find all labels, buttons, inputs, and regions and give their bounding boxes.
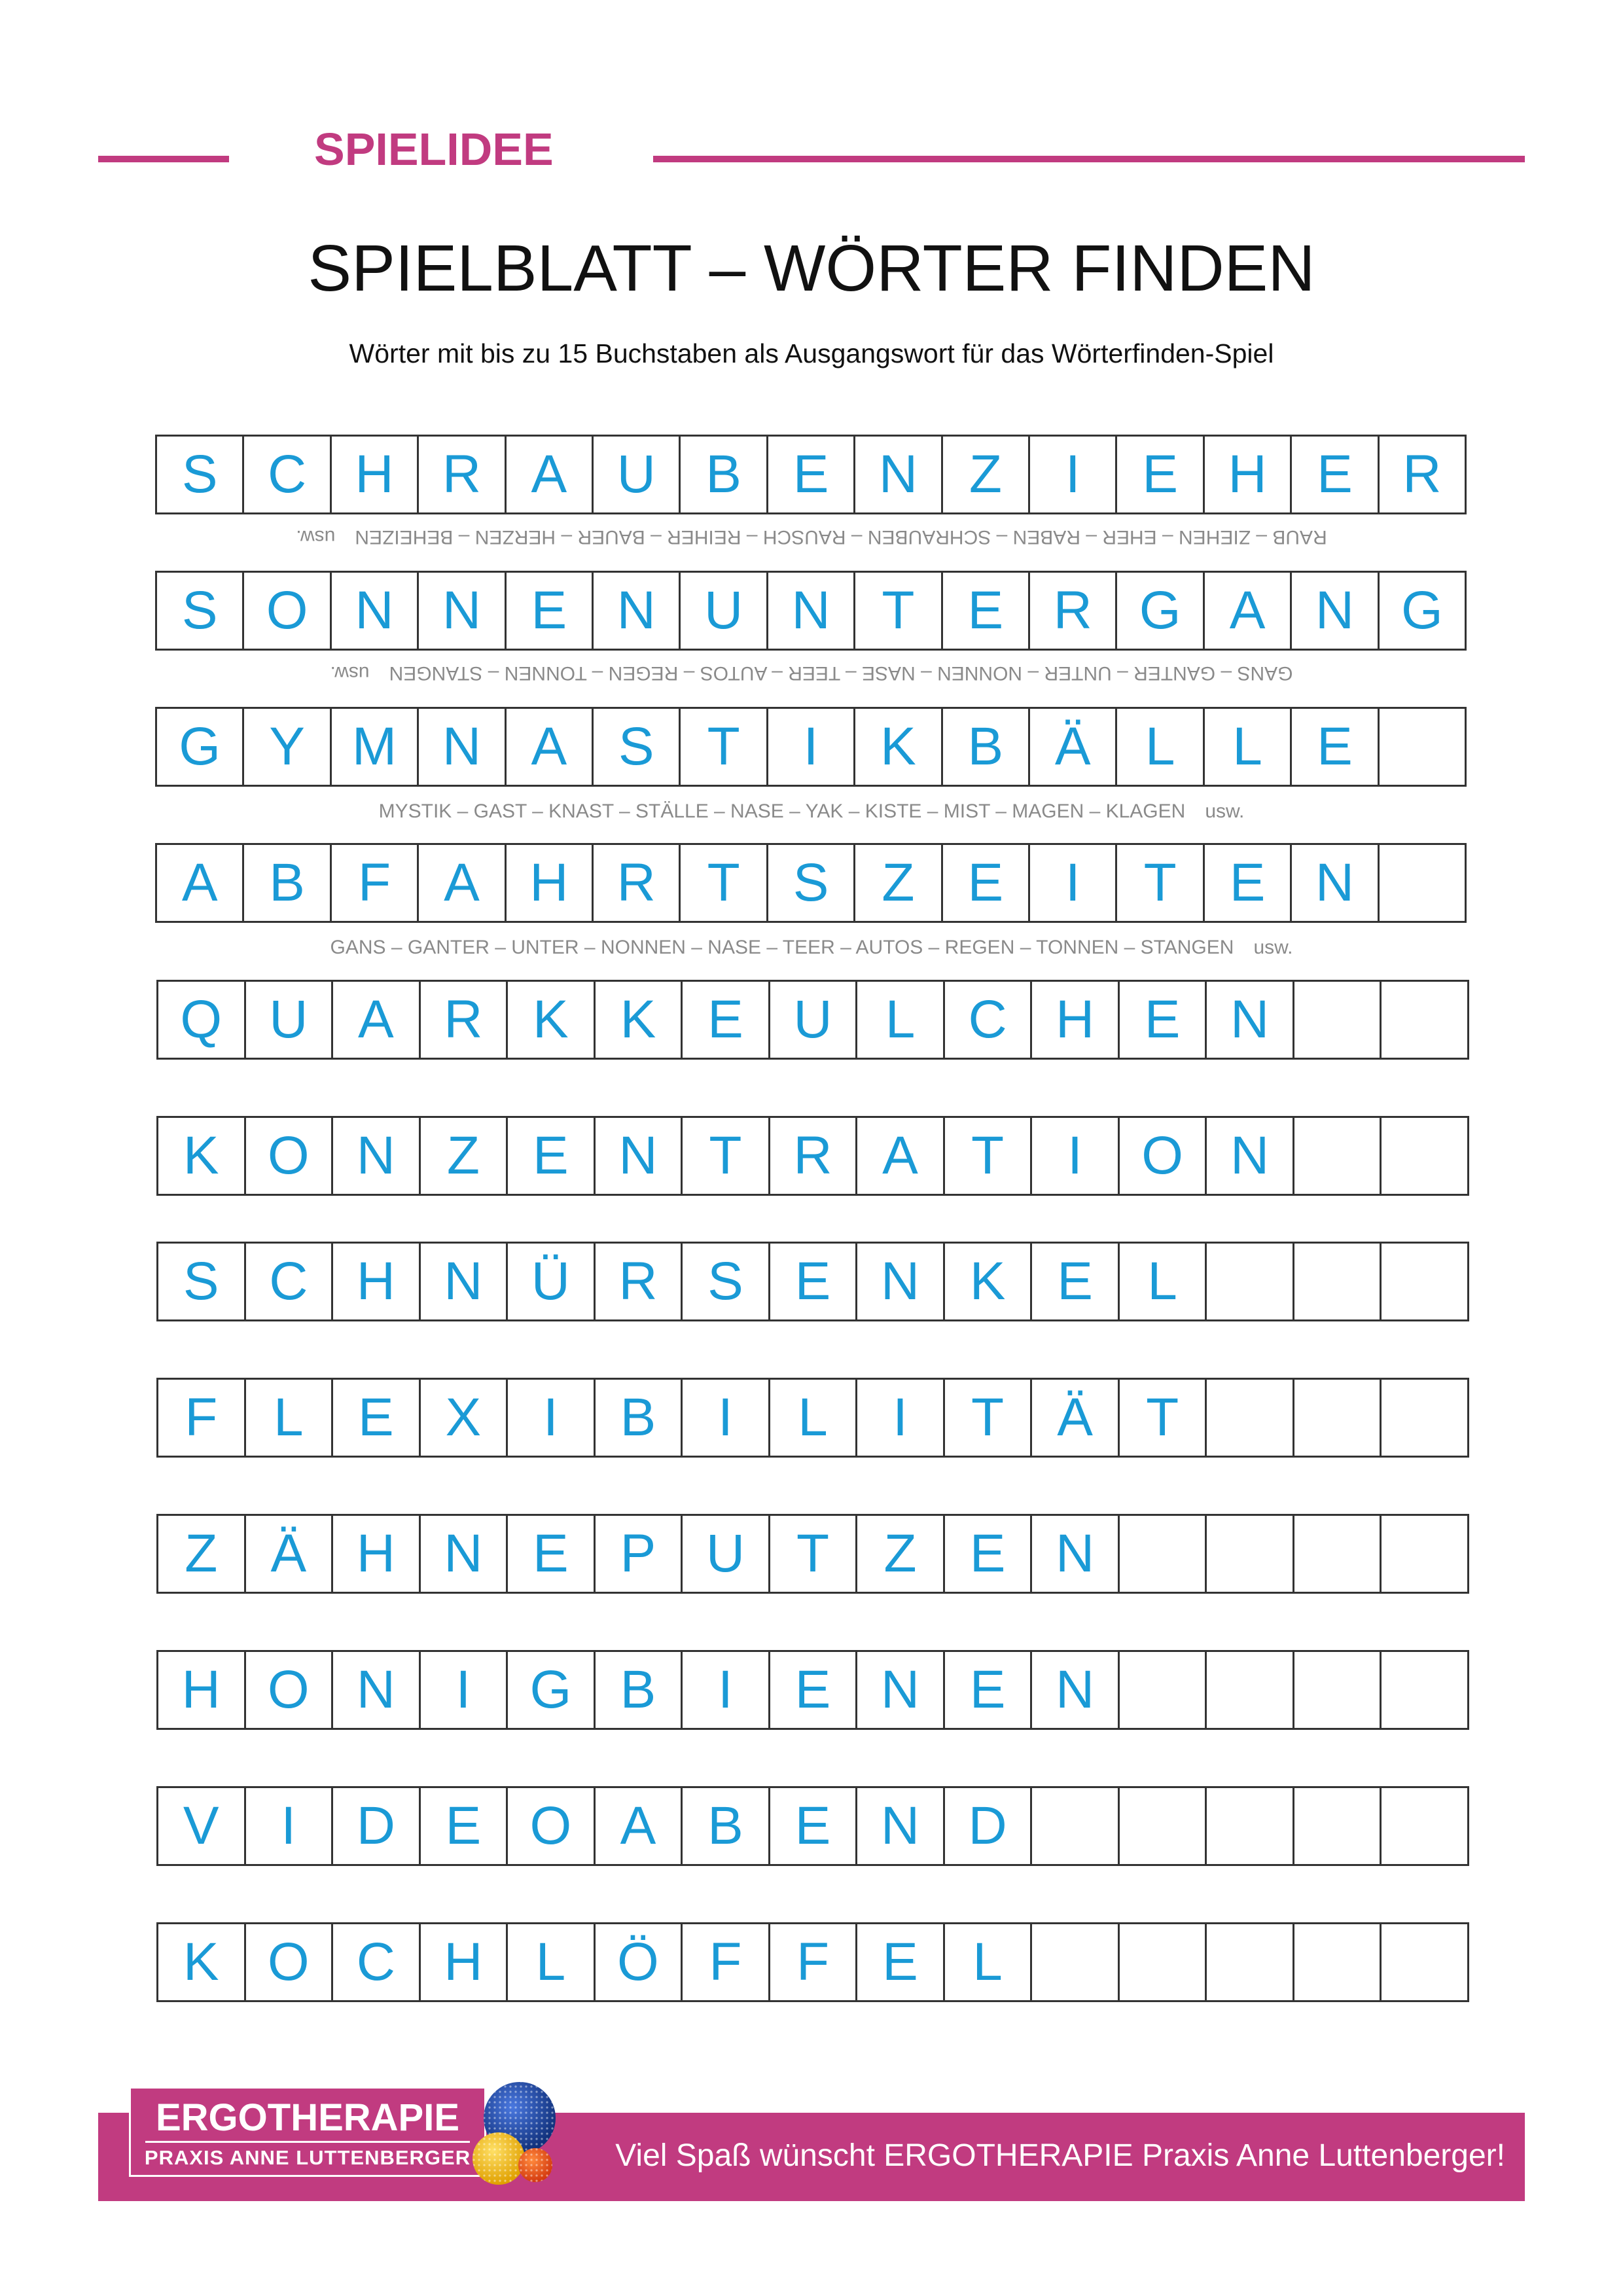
page-title: SPIELBLATT – WÖRTER FINDEN [308,232,1315,305]
letter-cell: T [681,845,768,921]
letter-cell: E [945,1516,1033,1592]
letter-cell: U [246,982,334,1058]
letter-cell [1382,1380,1467,1456]
letter-cell: F [332,845,419,921]
letter-cell: C [945,982,1033,1058]
letter-cell: E [770,1652,858,1728]
letter-cell: O [246,1652,334,1728]
letter-cell [1382,1244,1467,1319]
letter-cell [1120,1924,1207,2000]
letter-cell: H [333,1244,421,1319]
letter-cell [1294,1924,1382,2000]
practice-logo [129,2087,486,2177]
letter-cell [1120,1788,1207,1864]
letter-cell: K [158,1118,246,1194]
letter-cell [1382,1788,1467,1864]
letter-cell: R [421,982,508,1058]
letter-cell: B [596,1652,683,1728]
word-hint-list [0,936,1623,960]
letter-cell: E [1205,845,1292,921]
letter-cell: E [857,1924,945,2000]
letter-cell: Y [244,709,331,785]
letter-cell: A [419,845,506,921]
word-grid-row [156,1242,1469,1321]
letter-cell: B [244,845,331,921]
page-subtitle: Wörter mit bis zu 15 Buchstaben als Ausgangswort für das Wörterfinden-Spiel [349,338,1274,368]
hint-words: GANS – GANTER – UNTER – NONNEN – NASE – TEER – AUTOS – REGEN – TONNEN – STANGEN [330,937,1234,958]
letter-cell: H [158,1652,246,1728]
letter-cell: I [1032,1118,1120,1194]
letter-cell: I [768,709,855,785]
letter-cell: E [1120,982,1207,1058]
letter-cell: E [943,845,1030,921]
letter-cell [1382,982,1467,1058]
letter-cell: U [681,573,768,649]
letter-cell [1120,1516,1207,1592]
letter-cell: P [596,1516,683,1592]
letter-cell: O [1120,1118,1207,1194]
letter-cell [1294,1788,1382,1864]
letter-cell: A [507,437,594,512]
letter-cell: N [1032,1516,1120,1592]
letter-cell: N [855,437,942,512]
letter-cell: Z [855,845,942,921]
letter-cell [1382,1652,1467,1728]
letter-cell: E [683,982,770,1058]
letter-cell [1382,1924,1467,2000]
letter-cell: G [1400,581,1443,640]
letter-cell [1032,1924,1120,2000]
letter-cell: E [768,437,855,512]
letter-cell: H [1205,437,1292,512]
letter-cell: F [683,1924,770,2000]
word-grid-row [156,1922,1469,2002]
letter-cell: I [246,1788,334,1864]
letter-cell: H [507,845,594,921]
hint-suffix: usw. [330,662,370,684]
hint-words: GANS – GANTER – UNTER – NONNEN – NASE – TEER – AUTOS – REGEN – TONNEN – STANGEN [389,662,1293,684]
letter-cell [1032,1788,1120,1864]
letter-cell [1380,845,1465,921]
word-grid-row [156,1116,1469,1196]
letter-cell: T [945,1118,1033,1194]
header-rule-left [98,156,229,162]
letter-cell [1294,1244,1382,1319]
letter-cell [1382,1118,1467,1194]
letter-cell [1120,1652,1207,1728]
letter-cell: I [857,1380,945,1456]
letter-cell: L [945,1924,1033,2000]
letter-cell: O [244,573,331,649]
letter-cell: R [596,1244,683,1319]
letter-cell [1294,1118,1382,1194]
letter-cell [1207,1516,1294,1592]
letter-cell: L [508,1924,596,2000]
letter-cell: K [596,982,683,1058]
hint-words: MYSTIK – GAST – KNAST – STÄLLE – NASE – YAK – KISTE – MIST – MAGEN – KLAGEN [378,800,1186,822]
letter-cell: T [1117,845,1204,921]
letter-cell: G [1117,573,1204,649]
hint-suffix: usw. [1253,937,1293,958]
letter-cell: K [508,982,596,1058]
letter-cell: E [508,1118,596,1194]
letter-cell: A [857,1118,945,1194]
letter-cell: B [683,1788,770,1864]
letter-cell: N [421,1244,508,1319]
letter-cell: A [157,845,244,921]
letter-cell: X [421,1380,508,1456]
letter-cell: Ö [596,1924,683,2000]
letter-cell [1294,1380,1382,1456]
letter-cell: R [770,1118,858,1194]
letter-cell: S [157,573,244,649]
letter-cell: A [1205,573,1292,649]
logo-title: ERGOTHERAPIE [155,2096,460,2139]
letter-cell: Z [421,1118,508,1194]
letter-cell: K [158,1924,246,2000]
letter-cell: Ü [508,1244,596,1319]
letter-cell: N [857,1652,945,1728]
letter-cell: E [508,1516,596,1592]
letter-cell: B [681,437,768,512]
letter-cell: T [1120,1380,1207,1456]
letter-cell: G [508,1652,596,1728]
letter-cell: K [855,709,942,785]
letter-cell: I [421,1652,508,1728]
letter-cell: N [421,1516,508,1592]
letter-cell: T [683,1118,770,1194]
letter-cell: L [1120,1244,1207,1319]
letter-cell: E [1292,437,1379,512]
letter-cell [1294,1516,1382,1592]
logo-divider [145,2141,470,2143]
letter-cell: H [1032,982,1120,1058]
letter-cell: B [596,1380,683,1456]
letter-cell: S [768,845,855,921]
letter-cell: T [770,1516,858,1592]
word-hint-list [0,525,1623,548]
letter-cell: L [770,1380,858,1456]
letter-cell [1294,1652,1382,1728]
letter-cell: I [683,1652,770,1728]
letter-cell [1207,1244,1294,1319]
word-grid-row [155,571,1467,651]
section-label: SPIELIDEE [314,124,554,175]
letter-cell: E [333,1380,421,1456]
letter-cell: Z [857,1516,945,1592]
word-grid-row [156,1514,1469,1594]
letter-cell: G [157,709,244,785]
letter-cell: T [945,1380,1033,1456]
letter-cell: C [333,1924,421,2000]
letter-cell: H [332,437,419,512]
logo-subtitle: PRAXIS ANNE LUTTENBERGER [144,2146,471,2169]
letter-cell [1207,1380,1294,1456]
letter-cell: N [332,573,419,649]
letter-cell: L [1117,709,1204,785]
word-grid-row [156,980,1469,1060]
word-grid-row [156,1650,1469,1730]
letter-cell: H [333,1516,421,1592]
letter-cell: I [1030,845,1117,921]
letter-cell: S [683,1244,770,1319]
letter-cell: Z [943,437,1030,512]
letter-cell: A [333,982,421,1058]
letter-cell: E [507,573,594,649]
word-hint-list [0,800,1623,823]
letter-cell: N [1292,845,1379,921]
letter-cell: Ä [1032,1380,1120,1456]
hint-suffix: usw. [296,526,336,548]
letter-cell: R [1030,573,1117,649]
letter-cell: N [419,573,506,649]
letter-cell: K [945,1244,1033,1319]
letter-cell: U [770,982,858,1058]
letter-cell: I [508,1380,596,1456]
letter-cell: F [770,1924,858,2000]
letter-cell: E [945,1652,1033,1728]
footer-message: Viel Spaß wünscht ERGOTHERAPIE Praxis Anne Luttenberger! [615,2138,1505,2173]
letter-cell: C [244,437,331,512]
letter-cell: E [770,1244,858,1319]
letter-cell: T [855,573,942,649]
letter-cell [1294,982,1382,1058]
letter-cell: N [1207,982,1294,1058]
letter-cell: R [594,845,681,921]
letter-cell: L [857,982,945,1058]
letter-cell: U [594,437,681,512]
letter-cell: L [246,1380,334,1456]
letter-cell: A [596,1788,683,1864]
letter-cell: E [1117,437,1204,512]
letter-cell: S [157,437,244,512]
letter-cell: E [1032,1244,1120,1319]
letter-cell: O [246,1924,334,2000]
word-grid-row [155,707,1467,787]
letter-cell: N [857,1244,945,1319]
word-grid-row [156,1378,1469,1458]
letter-cell: N [1032,1652,1120,1728]
letter-cell: N [596,1118,683,1194]
letter-cell: O [508,1788,596,1864]
word-grid-row [155,435,1467,514]
letter-cell [1207,1924,1294,2000]
letter-cell: A [507,709,594,785]
word-grid-row [156,1786,1469,1866]
letter-cell: N [333,1118,421,1194]
letter-cell: N [768,573,855,649]
word-hint-list [0,661,1623,685]
letter-cell [1382,1516,1467,1592]
letter-cell [1207,1652,1294,1728]
letter-cell: Ä [1030,709,1117,785]
hint-words: RAUB – ZIEHEN – EHER – RABEN – SCHRAUBEN – RAUSCH – REIHER – BAUER – HERZEN – BEHEIZEN [355,526,1327,548]
letter-cell: M [332,709,419,785]
header-rule-right [653,156,1525,162]
letter-cell: S [594,709,681,785]
letter-cell: R [1402,444,1442,504]
letter-cell [1207,1788,1294,1864]
letter-cell: N [1292,573,1379,649]
letter-cell: O [246,1118,334,1194]
letter-cell: S [158,1244,246,1319]
letter-cell: N [1207,1118,1294,1194]
letter-cell: N [857,1788,945,1864]
letter-cell: D [945,1788,1033,1864]
letter-cell: Ä [246,1516,334,1592]
letter-cell: E [770,1788,858,1864]
massage-balls-icon [466,2079,564,2190]
letter-cell: F [158,1380,246,1456]
letter-cell: I [1030,437,1117,512]
letter-cell [1380,709,1465,785]
letter-cell: T [681,709,768,785]
letter-cell: N [594,573,681,649]
letter-cell: N [419,709,506,785]
hint-suffix: usw. [1205,800,1245,822]
letter-cell: E [1292,709,1379,785]
letter-cell: B [943,709,1030,785]
letter-cell: L [1205,709,1292,785]
word-grid-row [155,843,1467,923]
letter-cell: Q [158,982,246,1058]
letter-cell: N [333,1652,421,1728]
letter-cell: H [421,1924,508,2000]
letter-cell: D [333,1788,421,1864]
letter-cell: Z [158,1516,246,1592]
letter-cell: C [246,1244,334,1319]
letter-cell: E [421,1788,508,1864]
letter-cell: V [158,1788,246,1864]
letter-cell: R [419,437,506,512]
letter-cell: I [683,1380,770,1456]
letter-cell: E [943,573,1030,649]
letter-cell: U [683,1516,770,1592]
